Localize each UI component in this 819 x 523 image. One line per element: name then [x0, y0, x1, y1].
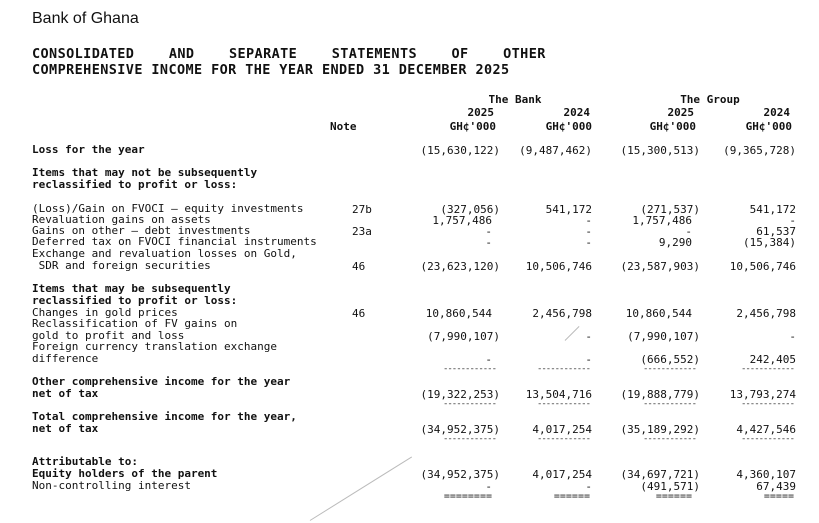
cell-oci-group-2025: (19,888,779) [620, 388, 700, 401]
cell-gold-prices-bank-2024: 2,456,798 [532, 307, 592, 320]
cell-gold-prices-bank-2025: 10,860,544 [425, 307, 492, 320]
subtotal-rule: ------------ [536, 364, 590, 374]
cell-nci-group-2024: 67,439 [756, 480, 796, 493]
header-the-group: The Group [680, 93, 740, 106]
cell-reclass-fv-group-2025: (7,990,107) [627, 330, 700, 343]
cell-fvoci-equity-bank-2025: (327,056) [440, 203, 500, 216]
cell-exchange-bank-2024: 10,506,746 [525, 260, 592, 273]
cell-revaluation-group-2024: - [789, 214, 796, 227]
cell-revaluation-bank-2024: - [585, 214, 592, 227]
header-bank-2024: 2024 [563, 106, 590, 119]
header-the-bank: The Bank [488, 93, 542, 106]
header-group-2024: 2024 [763, 106, 790, 119]
cell-equity-holders-bank-2024: 4,017,254 [532, 468, 592, 481]
header-bank-2025: 2025 [467, 106, 494, 119]
section-heading-reclassified-2: reclassified to profit or loss: [32, 294, 238, 307]
cell-fx-translation-group-2025: (666,552) [640, 353, 700, 366]
row-label-oci-line1: Other comprehensive income for the year [32, 375, 291, 388]
cell-deferred-tax-bank-2024: - [585, 236, 592, 249]
cell-tci-bank-2025: (34,952,375) [420, 423, 500, 436]
row-label-deferred-tax: Deferred tax on FVOCI financial instruments [32, 235, 317, 248]
section-heading-not-reclassified-1: Items that may not be subsequently [32, 166, 258, 179]
note-debt-investments: 23a [352, 225, 372, 238]
subtotal-rule: ------------ [642, 399, 696, 409]
note-gold-prices: 46 [352, 307, 366, 320]
row-label-exchange-line1: Exchange and revaluation losses on Gold, [32, 247, 297, 260]
subtotal-rule: ------------ [642, 364, 696, 374]
row-label-loss: Loss for the year [32, 143, 145, 156]
cell-debt-investments-group-2025: - [685, 225, 692, 238]
cell-loss-group-2025: (15,300,513) [620, 144, 700, 157]
section-heading-attributable: Attributable to: [32, 455, 138, 468]
subtotal-rule: ------------ [536, 434, 590, 444]
cell-loss-bank-2024: (9,487,462) [519, 144, 592, 157]
cell-debt-investments-bank-2024: - [585, 225, 592, 238]
cell-debt-investments-group-2024: 61,537 [756, 225, 796, 238]
bank-name: Bank of Ghana [32, 10, 139, 27]
cell-equity-holders-bank-2025: (34,952,375) [420, 468, 500, 481]
statement-title-line2: COMPREHENSIVE INCOME FOR THE YEAR ENDED 31 DECEMBER 2025 [32, 62, 510, 78]
row-label-revaluation: Revaluation gains on assets [32, 213, 211, 226]
row-label-equity-holders: Equity holders of the parent [32, 467, 218, 480]
row-label-debt-investments: Gains on other – debt investments [32, 224, 251, 237]
cell-revaluation-bank-2025: 1,757,486 [432, 214, 492, 227]
subtotal-rule: ------------ [642, 434, 696, 444]
cell-deferred-tax-bank-2025: - [485, 236, 492, 249]
section-heading-not-reclassified-2: reclassified to profit or loss: [32, 178, 238, 191]
cell-oci-bank-2024: 13,504,716 [525, 388, 592, 401]
statement-title-line1: CONSOLIDATED AND SEPARATE STATEMENTS OF OTHER [32, 46, 546, 62]
cell-nci-bank-2024: - [585, 480, 592, 493]
row-label-tci-line1: Total comprehensive income for the year, [32, 410, 297, 423]
cell-debt-investments-bank-2025: - [485, 225, 492, 238]
section-heading-reclassified-1: Items that may be subsequently [32, 282, 231, 295]
row-label-oci: net of tax [32, 387, 99, 400]
cell-fvoci-equity-bank-2024: 541,172 [545, 203, 592, 216]
cell-gold-prices-group-2024: 2,456,798 [736, 307, 796, 320]
cell-nci-group-2025: (491,571) [640, 480, 700, 493]
cell-nci-bank-2025: - [485, 480, 492, 493]
row-label-gold-prices: Changes in gold prices [32, 306, 178, 319]
note-exchange: 46 [352, 260, 366, 273]
header-group-2025-currency: GH¢'000 [649, 120, 696, 133]
subtotal-rule: ------------ [740, 434, 794, 444]
cell-tci-bank-2024: 4,017,254 [532, 423, 592, 436]
note-fvoci-equity: 27b [352, 203, 372, 216]
cell-gold-prices-group-2025: 10,860,544 [625, 307, 692, 320]
total-double-rule: ===== [763, 491, 794, 502]
subtotal-rule: ------------ [740, 399, 794, 409]
cell-reclass-fv-bank-2024: - [585, 330, 592, 343]
cell-exchange-group-2024: 10,506,746 [729, 260, 796, 273]
cell-oci-bank-2025: (19,322,253) [420, 388, 500, 401]
cell-fx-translation-bank-2024: - [585, 353, 592, 366]
row-label-reclass-fv: gold to profit and loss [32, 329, 185, 342]
cell-fvoci-equity-group-2025: (271,537) [640, 203, 700, 216]
cell-exchange-group-2025: (23,587,903) [620, 260, 700, 273]
row-label-fx-translation-line1: Foreign currency translation exchange [32, 340, 278, 353]
cell-fvoci-equity-group-2024: 541,172 [749, 203, 796, 216]
subtotal-rule: ------------ [740, 364, 794, 374]
row-label-nci: Non-controlling interest [32, 479, 191, 492]
cell-revaluation-group-2025: 1,757,486 [632, 214, 692, 227]
cell-loss-bank-2025: (15,630,122) [420, 144, 500, 157]
subtotal-rule: ------------ [442, 364, 496, 374]
total-double-rule: ====== [553, 491, 590, 502]
cell-reclass-fv-group-2024: - [789, 330, 796, 343]
cell-deferred-tax-group-2025: 9,290 [658, 236, 692, 249]
row-label-fvoci-equity: (Loss)/Gain on FVOCI – equity investments [32, 202, 304, 215]
row-label-tci: net of tax [32, 422, 99, 435]
header-note: Note [330, 120, 357, 133]
cell-exchange-bank-2025: (23,623,120) [420, 260, 500, 273]
row-label-fx-translation: difference [32, 352, 99, 365]
cell-oci-group-2024: 13,793,274 [729, 388, 796, 401]
cell-tci-group-2024: 4,427,546 [736, 423, 796, 436]
header-group-2025: 2025 [667, 106, 694, 119]
header-bank-2024-currency: GH¢'000 [545, 120, 592, 133]
cell-fx-translation-group-2024: 242,405 [749, 353, 796, 366]
header-group-2024-currency: GH¢'000 [745, 120, 792, 133]
cell-loss-group-2024: (9,365,728) [723, 144, 796, 157]
subtotal-rule: ------------ [442, 434, 496, 444]
total-double-rule: ====== [655, 491, 692, 502]
cell-equity-holders-group-2024: 4,360,107 [736, 468, 796, 481]
cell-deferred-tax-group-2024: (15,384) [743, 236, 796, 249]
subtotal-rule: ------------ [536, 399, 590, 409]
subtotal-rule: ------------ [442, 399, 496, 409]
row-label-exchange: SDR and foreign securities [32, 259, 211, 272]
cell-fx-translation-bank-2025: - [485, 353, 492, 366]
row-label-reclass-fv-line1: Reclassification of FV gains on [32, 317, 238, 330]
cell-reclass-fv-bank-2025: (7,990,107) [427, 330, 500, 343]
cell-equity-holders-group-2025: (34,697,721) [620, 468, 700, 481]
total-double-rule: ======== [443, 491, 492, 502]
header-bank-2025-currency: GH¢'000 [449, 120, 496, 133]
cell-tci-group-2025: (35,189,292) [620, 423, 700, 436]
